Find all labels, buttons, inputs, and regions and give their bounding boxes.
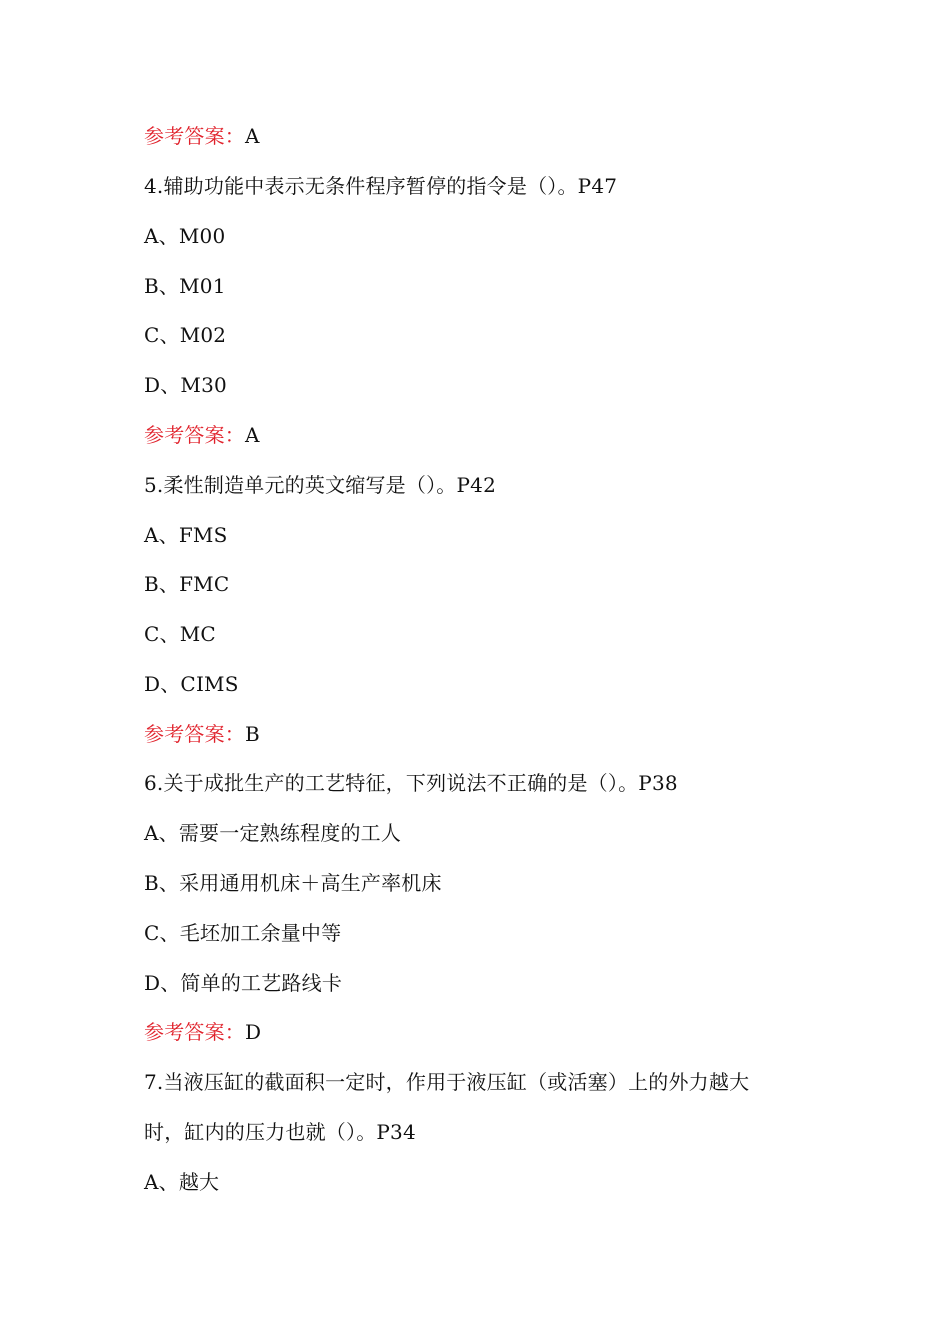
option-item: B、FMC [144, 572, 230, 596]
answer-value: B [245, 722, 260, 746]
reference-answer [144, 719, 830, 749]
question-text: 7.当液压缸的截面积一定时，作用于液压缸（或活塞）上的外力越大 [144, 1070, 750, 1094]
option-item: A、M00 [144, 224, 226, 248]
option-item: B、采用通用机床＋高生产率机床 [144, 871, 442, 895]
option-item: A、需要一定熟练程度的工人 [144, 821, 402, 845]
option-item: C、毛坯加工余量中等 [144, 921, 342, 945]
answer-label: 参考答案： [144, 1020, 245, 1044]
option-item: D、CIMS [144, 672, 239, 696]
question-text: 6.关于成批生产的工艺特征，下列说法不正确的是（）。P38 [144, 771, 678, 795]
option-item: C、M02 [144, 323, 227, 347]
answer-label: 参考答案： [144, 722, 245, 746]
question-text: 4.辅助功能中表示无条件程序暂停的指令是（）。P47 [144, 174, 618, 198]
question-text: 5.柔性制造单元的英文缩写是（）。P42 [144, 473, 496, 497]
option-item: B、M01 [144, 274, 226, 298]
option-item: D、简单的工艺路线卡 [144, 971, 343, 995]
reference-answer [144, 420, 830, 450]
option-item: D、M30 [144, 373, 227, 397]
option-item: C、MC [144, 622, 216, 646]
option-item: A、越大 [144, 1170, 220, 1194]
option-item: A、FMS [144, 523, 228, 547]
reference-answer [144, 121, 830, 151]
reference-answer [144, 1017, 830, 1047]
question-text-continued: 时，缸内的压力也就（）。P34 [144, 1120, 416, 1144]
answer-label: 参考答案： [144, 124, 245, 148]
answer-label: 参考答案： [144, 423, 245, 447]
answer-value: D [245, 1020, 262, 1044]
answer-value: A [245, 423, 260, 447]
answer-value: A [245, 124, 260, 148]
